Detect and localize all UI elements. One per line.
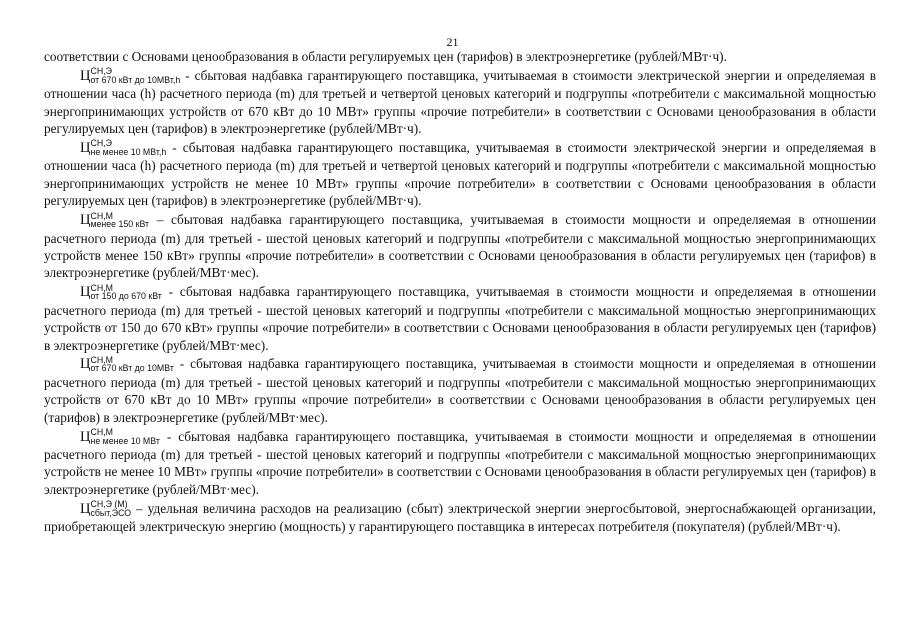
formula-letter: Ц	[80, 140, 91, 157]
definition-text: – удельная величина расходов на реализацию (сбыт) электрической энергии энергосбытовой, энергоснабжающей организации, приобретающей электрическую энергию (мощность) у гарантирующего поставщика в интересах потребителя (покупателя) (рублей/МВт·ч).	[44, 500, 876, 535]
formula-subscript: от 670 кВт до 10МВт	[90, 363, 174, 374]
formula-term	[80, 139, 166, 157]
page-number: 21	[446, 35, 459, 49]
formula-letter: Ц	[80, 212, 91, 229]
definition-text: - сбытовая надбавка гарантирующего поставщика, учитываемая в стоимости электрической энергии и определяемая в отношении часа (h) расчетного периода (m) для третьей и четвертой ценовых категорий и подгруппы «потребители с максимальной мощностью энергопринимающих устройств от 670 кВт до 10 МВт» группы «прочие потребители» в соответствии с Основами ценообразования в области регулируемых цен (тарифов) в электроэнергетике (рублей/МВт·ч).	[44, 67, 876, 137]
definition-text: - сбытовая надбавка гарантирующего поставщика, учитываемая в стоимости мощности и определяемая в отношении расчетного периода (m) для третьей - шестой ценовых категорий и подгруппы «потребители с максимальной мощностью энергопринимающих устройств не менее 10 МВт» группы «прочие потребители» в соответствии с Основами ценообразования в области регулируемых цен (тарифов) в электроэнергетике (рублей/МВт·мес).	[44, 428, 876, 497]
definition-text: - сбытовая надбавка гарантирующего поставщика, учитываемая в стоимости мощности и определяемая в отношении расчетного периода (m) для третьей - шестой ценовых категорий и подгруппы «потребители с максимальной мощностью энергопринимающих устройств от 670 кВт до 10 МВт» группы «прочие потребители» в соответствии с Основами ценообразования в области регулируемых цен (тарифов) в электроэнергетике (рублей/МВт·мес).	[44, 356, 876, 425]
definition-paragraph	[44, 211, 876, 282]
definition-text: – сбытовая надбавка гарантирующего поставщика, учитываемая в стоимости мощности и определяемая в отношении расчетного периода (m) для третьей - шестой ценовых категорий и подгруппы «потребители с максимальной мощностью энергопринимающих устройств менее 150 кВт» группы «прочие потребители» в соответствии с Основами ценообразования в области регулируемых цен (тарифов) в электроэнергетике (рублей/МВт·мес).	[44, 212, 876, 281]
formula-term	[80, 67, 180, 85]
formula-subscript: сбыт,ЭСО	[90, 507, 132, 518]
formula-superscript: СН,М	[90, 354, 113, 365]
definition-text: - сбытовая надбавка гарантирующего поставщика, учитываемая в стоимости электрической энергии и определяемая в отношении часа (h) расчетного периода (m) для третьей и четвертой ценовых категорий и подгруппы «потребители с максимальной мощностью энергопринимающих устройств не менее 10 МВт» группы «прочие потребители» в соответствии с Основами ценообразования в области регулируемых цен (тарифов) в электроэнергетике (рублей/МВт·ч).	[44, 140, 876, 209]
formula-letter: Ц	[80, 67, 91, 84]
formula-letter: Ц	[80, 356, 91, 373]
definition-paragraph	[44, 67, 876, 138]
formula-superscript: СН,М	[90, 282, 113, 293]
formula-term	[80, 355, 174, 373]
formula-letter: Ц	[80, 500, 91, 517]
formula-subscript: от 150 до 670 кВт	[90, 291, 162, 302]
formula-subscript: от 670 кВт до 10МВт,h	[90, 74, 181, 85]
definition-paragraph	[44, 355, 876, 426]
formula-subscript: не менее 10 МВт,h	[90, 147, 167, 158]
formula-subscript: не менее 10 МВт	[90, 435, 160, 446]
formula-subscript: менее 150 кВт	[90, 219, 150, 230]
definition-paragraph	[44, 283, 876, 354]
formula-superscript: СН,Э	[90, 138, 112, 149]
formula-letter: Ц	[80, 284, 91, 301]
definition-paragraph	[44, 428, 876, 499]
definition-text: - сбытовая надбавка гарантирующего поставщика, учитываемая в стоимости мощности и определяемая в отношении расчетного периода (m) для третьей - шестой ценовых категорий и подгруппы «потребители с максимальной мощностью энергопринимающих устройств от 150 до 670 кВт» группы «прочие потребители» в соответствии с Основами ценообразования в области регулируемых цен (тарифов) в электроэнергетике (рублей/МВт·мес).	[44, 284, 876, 353]
definition-paragraph	[44, 139, 876, 210]
formula-superscript: СН,М	[90, 210, 113, 221]
formula-term	[80, 283, 162, 301]
document-body	[44, 48, 876, 535]
formula-term	[80, 428, 160, 446]
continuation-paragraph: соответствии с Основами ценообразования в области регулируемых цен (тарифов) в электроэнергетике (рублей/МВт·ч).	[44, 49, 727, 64]
formula-superscript: СН,Э (М)	[90, 499, 128, 510]
formula-superscript: СН,Э	[90, 66, 112, 77]
formula-term	[80, 211, 149, 229]
formula-term	[80, 500, 131, 518]
formula-superscript: СН,М	[90, 426, 113, 437]
formula-letter: Ц	[80, 428, 91, 445]
definition-paragraph	[44, 500, 876, 536]
